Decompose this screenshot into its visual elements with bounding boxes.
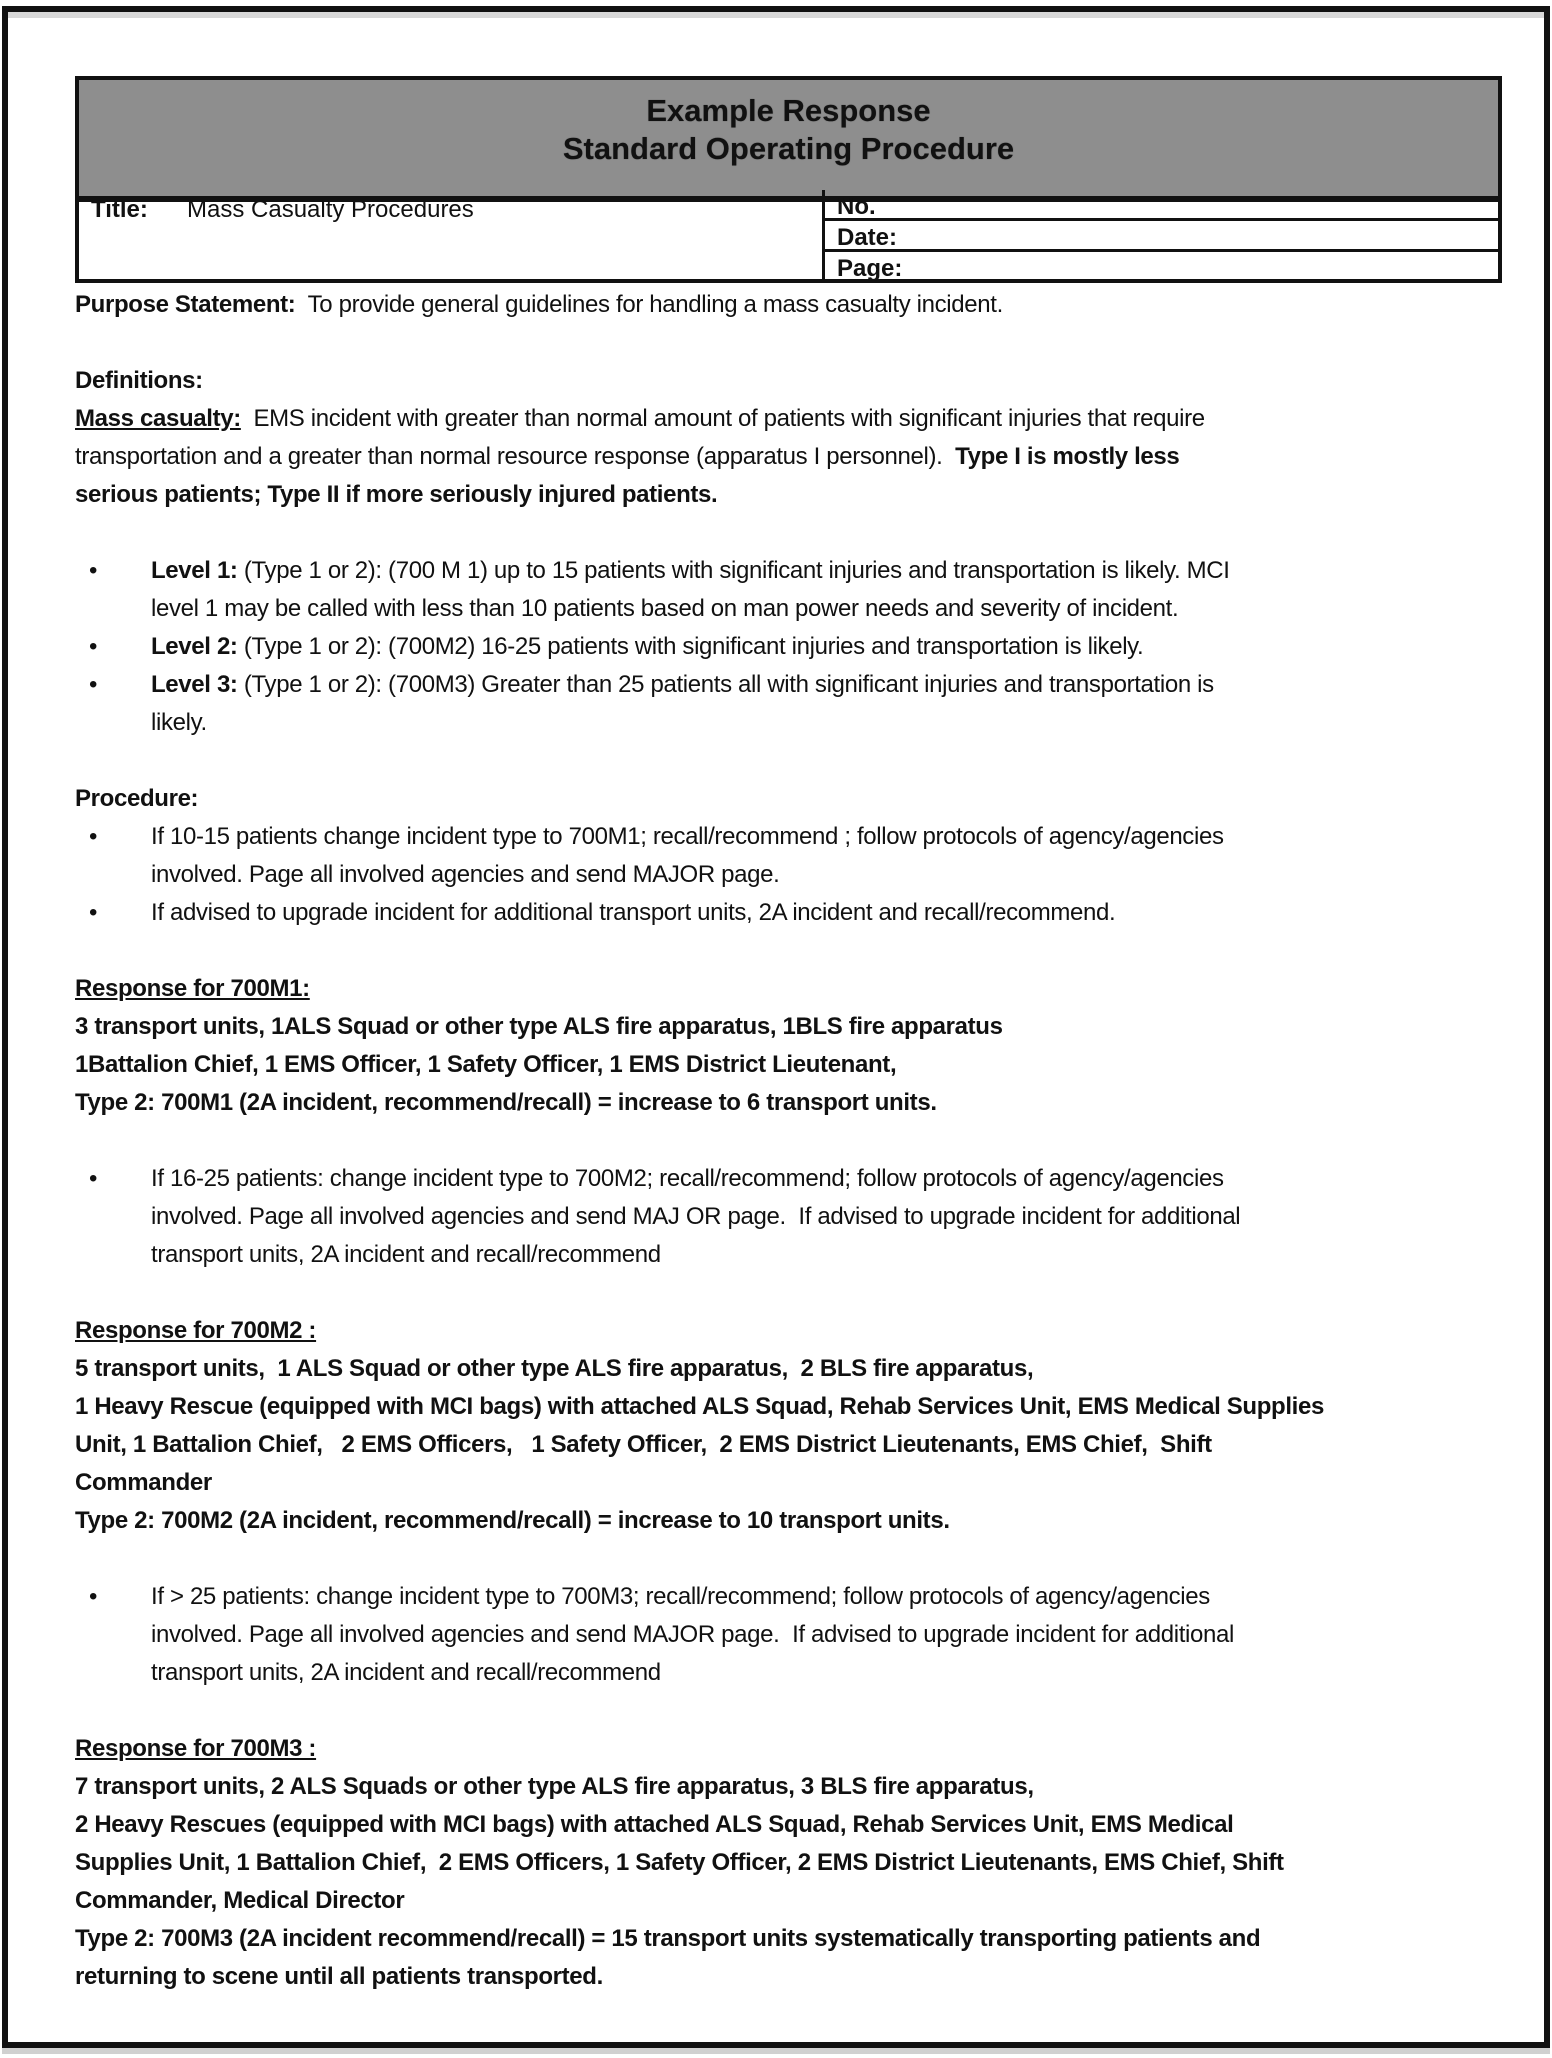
no-field: No. (825, 190, 1498, 221)
text-line (75, 1084, 1515, 1122)
document-body (75, 286, 1515, 1996)
blank-line (75, 1692, 1515, 1730)
bold-text: Type 2: 700M3 (2A incident recommend/recall) = 15 transport units systematically transporting patients and (75, 1925, 1261, 1952)
text-line (75, 856, 1515, 894)
bold-text: Level 3: (151, 671, 238, 698)
header-title-line1: Example Response (646, 93, 931, 128)
bold-text: Response for 700M1: (75, 975, 310, 1002)
bullet-item (75, 666, 1515, 704)
bold-text: Response for 700M3 : (75, 1735, 317, 1762)
text: transport units, 2A incident and recall/recommend (151, 1241, 661, 1268)
text-line (75, 362, 1515, 400)
bold-text: Commander, Medical Director (75, 1887, 405, 1914)
text-line (75, 1920, 1515, 1958)
text-line (75, 1312, 1515, 1350)
bullet-icon: • (89, 823, 98, 850)
date-field: Date: (825, 221, 1498, 252)
bullet-item (75, 1160, 1515, 1198)
bold-text: Unit, 1 Battalion Chief, 2 EMS Officers, 1 Safety Officer, 2 EMS District Lieutenants, EMS Chief, Shift (75, 1431, 1212, 1458)
bold-text: 3 transport units, 1ALS Squad or other type ALS fire apparatus, 1BLS fire apparatus (75, 1013, 1003, 1040)
bold-text: Type 2: 700M1 (2A incident, recommend/recall) = increase to 6 transport units. (75, 1089, 937, 1116)
text: transport units, 2A incident and recall/recommend (151, 1659, 661, 1686)
blank-line (75, 742, 1515, 780)
text-line (75, 1806, 1515, 1844)
title-label: Title: (91, 196, 148, 223)
bullet-icon: • (89, 557, 98, 584)
bold-text: 5 transport units, 1 ALS Squad or other type ALS fire apparatus, 2 BLS fire apparatus, (75, 1355, 1034, 1382)
text-line (75, 1768, 1515, 1806)
bold-text: 7 transport units, 2 ALS Squads or other type ALS fire apparatus, 3 BLS fire apparatus, (75, 1773, 1034, 1800)
text: (Type 1 or 2): (700M3) Greater than 25 patients all with significant injuries and transportation is (237, 671, 1214, 698)
text-line (75, 1654, 1515, 1692)
text-line (75, 1502, 1515, 1540)
bold-text: Definitions: (75, 367, 203, 394)
text: (Type 1 or 2): (700M2) 16-25 patients with significant injuries and transportation is likely. (237, 633, 1144, 660)
bullet-icon: • (89, 1583, 98, 1610)
bullet-icon: • (89, 633, 98, 660)
blank-line (75, 324, 1515, 362)
text-line (75, 1730, 1515, 1768)
sop-header-table (75, 76, 1502, 283)
bullet-item (75, 1578, 1515, 1616)
text-line (75, 780, 1515, 818)
text-line (75, 1046, 1515, 1084)
text: involved. Page all involved agencies and send MAJOR page. If advised to upgrade incident for additional (151, 1621, 1234, 1648)
text-line (75, 400, 1515, 438)
bold-text: Response for 700M2 : (75, 1317, 317, 1344)
text-line (75, 476, 1515, 514)
bold-text: 2 Heavy Rescues (equipped with MCI bags) with attached ALS Squad, Rehab Services Unit, EMS Medical (75, 1811, 1234, 1838)
text: involved. Page all involved agencies and send MAJ OR page. If advised to upgrade incident for additional (151, 1203, 1241, 1230)
bold-text: 1Battalion Chief, 1 EMS Officer, 1 Safety Officer, 1 EMS District Lieutenant, (75, 1051, 897, 1078)
page-field: Page: (837, 255, 903, 282)
bold-text: Type I is mostly less (955, 443, 1180, 470)
header-band (79, 80, 1498, 202)
text: (Type 1 or 2): (700 M 1) up to 15 patients with significant injuries and transportation is likely. MCI (237, 557, 1230, 584)
bold-text: Procedure: (75, 785, 199, 812)
bullet-icon: • (89, 671, 98, 698)
text-line (75, 1464, 1515, 1502)
bullet-item (75, 552, 1515, 590)
text-line (75, 286, 1515, 324)
text-line (75, 970, 1515, 1008)
bold-text: Mass casualty: (75, 405, 241, 432)
text-line (75, 1350, 1515, 1388)
title-cell (79, 190, 825, 279)
title-value: Mass Casualty Procedures (187, 196, 474, 223)
blank-line (75, 1122, 1515, 1160)
bullet-item (75, 818, 1515, 856)
meta-cells (825, 190, 1498, 282)
bullet-item (75, 628, 1515, 666)
text: To provide general guidelines for handling a mass casualty incident. (295, 291, 1003, 318)
text-line (75, 1008, 1515, 1046)
bold-text: Commander (75, 1469, 212, 1496)
bullet-icon: • (89, 899, 98, 926)
blank-line (75, 514, 1515, 552)
text: likely. (151, 709, 207, 736)
blank-line (75, 1274, 1515, 1312)
bold-text: Purpose Statement: (75, 291, 296, 318)
text: If 16-25 patients: change incident type to 700M2; recall/recommend; follow protocols of agency/agencies (151, 1165, 1224, 1192)
text-line (75, 438, 1515, 476)
text-line (75, 1844, 1515, 1882)
text: level 1 may be called with less than 10 patients based on man power needs and severity of incident. (151, 595, 1179, 622)
text-line (75, 1388, 1515, 1426)
bullet-item (75, 894, 1515, 932)
bold-text: Level 2: (151, 633, 238, 660)
text-line (75, 1882, 1515, 1920)
text: If 10-15 patients change incident type to 700M1; recall/recommend ; follow protocols of agency/agencies (151, 823, 1224, 850)
bold-text: returning to scene until all patients transported. (75, 1963, 603, 1990)
text: transportation and a greater than normal resource response (apparatus I personnel). (75, 443, 956, 470)
text: If > 25 patients: change incident type to 700M3; recall/recommend; follow protocols of agency/agencies (151, 1583, 1210, 1610)
bold-text: 1 Heavy Rescue (equipped with MCI bags) with attached ALS Squad, Rehab Services Unit, EMS Medical Supplies (75, 1393, 1324, 1420)
text: EMS incident with greater than normal amount of patients with significant injuries that require (240, 405, 1205, 432)
text: involved. Page all involved agencies and send MAJOR page. (151, 861, 780, 888)
text-line (75, 1198, 1515, 1236)
bold-text: Supplies Unit, 1 Battalion Chief, 2 EMS Officers, 1 Safety Officer, 2 EMS District Lieutenants, EMS Chief, Shift (75, 1849, 1284, 1876)
text-line (75, 1236, 1515, 1274)
bullet-icon: • (89, 1165, 98, 1192)
text: If advised to upgrade incident for additional transport units, 2A incident and recall/recommend. (151, 899, 1116, 926)
bold-text: Level 1: (151, 557, 238, 584)
bold-text: serious patients; Type II if more seriously injured patients. (75, 481, 718, 508)
blank-line (75, 1540, 1515, 1578)
text-line (75, 590, 1515, 628)
header-title-line2: Standard Operating Procedure (562, 131, 1015, 166)
blank-line (75, 932, 1515, 970)
text-line (75, 1616, 1515, 1654)
text-line (75, 704, 1515, 742)
bold-text: Type 2: 700M2 (2A incident, recommend/recall) = increase to 10 transport units. (75, 1507, 950, 1534)
text-line (75, 1426, 1515, 1464)
text-line (75, 1958, 1515, 1996)
